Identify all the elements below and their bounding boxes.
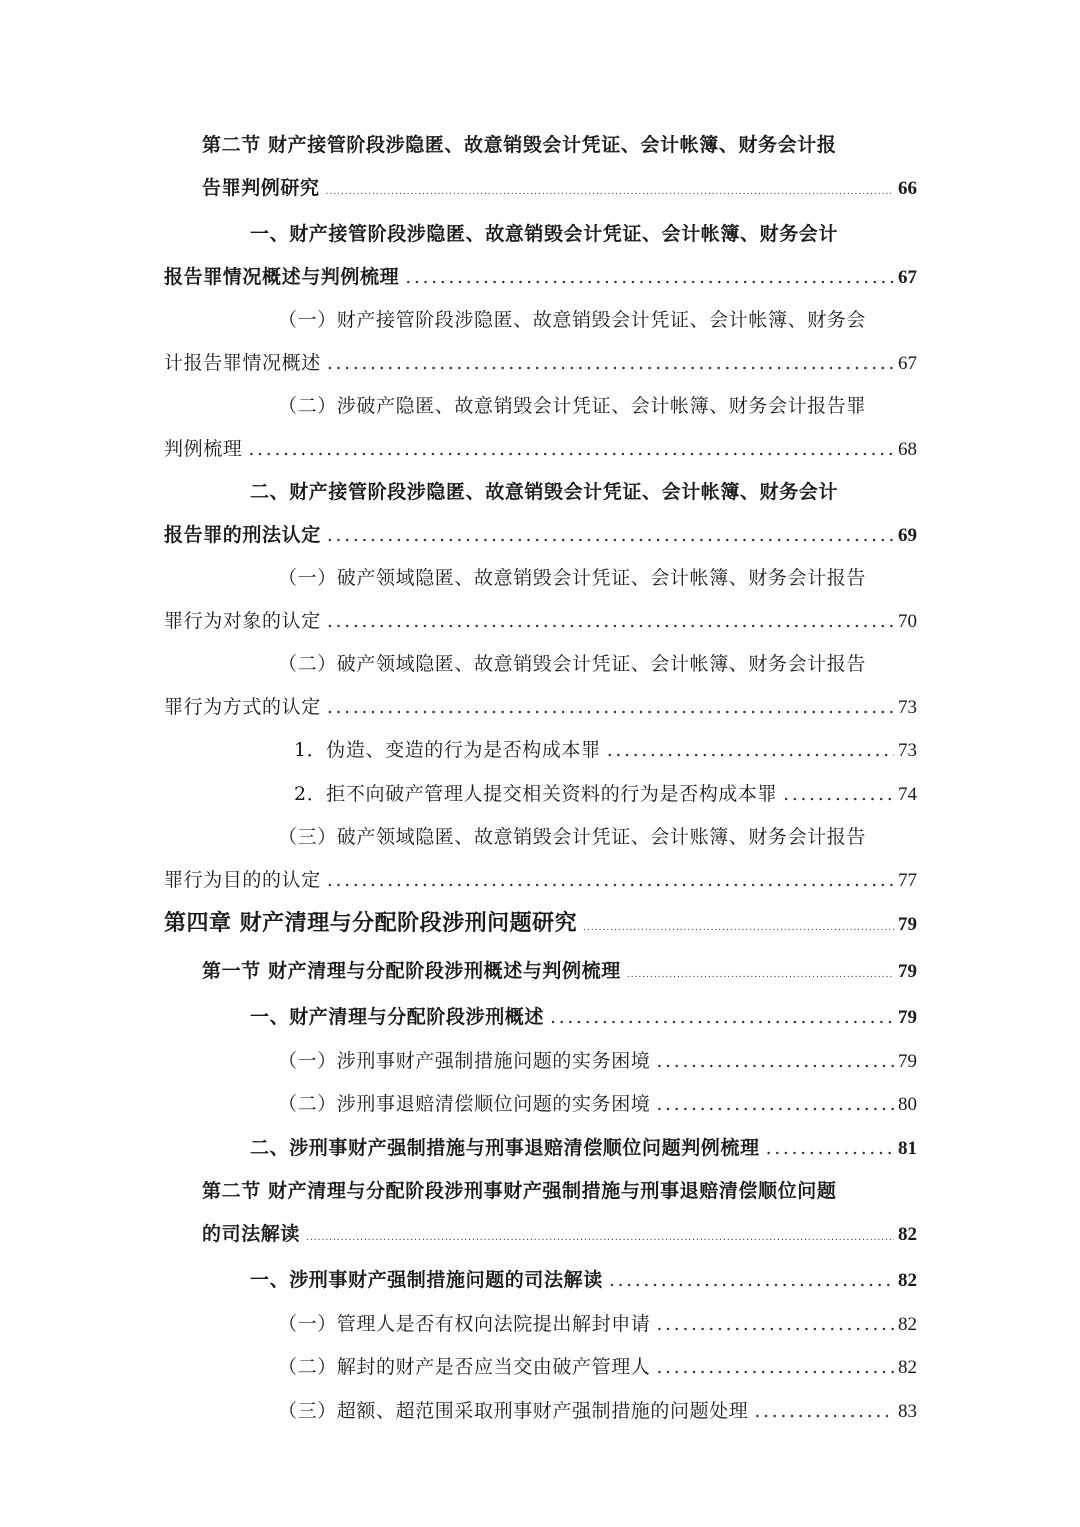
dot-leader (327, 342, 894, 385)
toc-entry-title: 一、涉刑事财产强制措施问题的司法解读 (250, 1269, 603, 1291)
toc-entry-title-line1: （二）破产领域隐匿、故意销毁会计凭证、会计帐簿、财务会计报告 (278, 653, 867, 675)
dot-leader (607, 729, 894, 772)
toc-entry[interactable] (164, 773, 917, 817)
toc-entry-line (164, 1390, 917, 1434)
toc-entry[interactable] (164, 471, 917, 557)
toc-entry[interactable] (164, 1170, 917, 1259)
toc-entry-title: （三）超额、超范围采取刑事财产强制措施的问题处理 (278, 1399, 749, 1422)
toc-entry[interactable] (164, 902, 917, 950)
toc-entry[interactable] (164, 1303, 917, 1347)
dot-leader (326, 171, 894, 214)
toc-entry[interactable] (164, 124, 917, 213)
page-number: 67 (898, 352, 917, 374)
toc-entry-line (164, 342, 917, 386)
dot-leader (656, 1040, 894, 1083)
toc-entry[interactable] (164, 1346, 917, 1390)
dot-leader (583, 907, 894, 950)
toc-entry[interactable] (164, 557, 917, 643)
page-number: 69 (898, 524, 917, 546)
page-number: 82 (898, 1223, 917, 1245)
toc-entry-title-line2: 罪行为对象的认定 (164, 609, 321, 632)
dot-leader (405, 256, 894, 299)
toc-entry-title: 第四章 财产清理与分配阶段涉刑问题研究 (164, 910, 578, 936)
dot-leader (656, 1083, 894, 1126)
dot-leader (327, 600, 894, 643)
toc-entry[interactable] (164, 299, 917, 385)
toc-entry-title-line2: 计报告罪情况概述 (164, 351, 321, 374)
dot-leader (754, 1390, 894, 1433)
toc-entry-title: 一、财产清理与分配阶段涉刑概述 (250, 1006, 545, 1028)
toc-entry-title-line1: 第二节 财产接管阶段涉隐匿、故意销毁会计凭证、会计帐簿、财务会计报 (202, 134, 837, 156)
toc-entry[interactable] (164, 213, 917, 299)
toc-entry-title-line2: 告罪判例研究 (202, 176, 320, 199)
page-number: 74 (898, 783, 917, 805)
toc-entry-line (164, 773, 917, 817)
toc-entry-line (164, 600, 917, 644)
toc-entry-line (164, 902, 917, 950)
page-number: 70 (898, 610, 917, 632)
toc-entry-title: （一）管理人是否有权向法院提出解封申请 (278, 1312, 651, 1335)
page-number: 81 (898, 1137, 917, 1159)
toc-entry-line (164, 1040, 917, 1084)
toc-entry[interactable] (164, 1127, 917, 1171)
toc-entry-line (164, 729, 917, 773)
toc-entry-title-line1: 第二节 财产清理与分配阶段涉刑事财产强制措施与刑事退赔清偿顺位问题 (202, 1180, 837, 1202)
toc-entry-title: （二）涉刑事退赔清偿顺位问题的实务困境 (278, 1093, 651, 1115)
dot-leader (306, 1217, 894, 1260)
toc-entry-title-line2: 报告罪情况概述与判例梳理 (164, 265, 400, 288)
toc-entry-title: 2．拒不向破产管理人提交相关资料的行为是否构成本罪 (294, 782, 778, 805)
page-number: 82 (898, 1270, 917, 1291)
dot-leader (609, 1259, 894, 1302)
dot-leader (550, 996, 894, 1039)
toc-entry-title-line2: 的司法解读 (202, 1222, 301, 1245)
page-number: 79 (898, 1050, 917, 1072)
toc-entry-line (164, 1213, 917, 1260)
dot-leader (656, 1303, 894, 1346)
page-number: 77 (898, 869, 917, 891)
toc-entry-line (164, 686, 917, 730)
dot-leader (327, 686, 894, 729)
toc-entry[interactable] (164, 385, 917, 471)
toc-entry-line (164, 514, 917, 558)
dot-leader (766, 1127, 894, 1170)
toc-entry-title: 1．伪造、变造的行为是否构成本罪 (294, 739, 601, 761)
toc-entry-title-line1: 二、财产接管阶段涉隐匿、故意销毁会计凭证、会计帐簿、财务会计 (250, 481, 839, 503)
page-number: 79 (898, 960, 917, 982)
dot-leader (627, 954, 894, 997)
toc-entry[interactable] (164, 1390, 917, 1434)
toc-entry[interactable] (164, 643, 917, 729)
toc-entry-line (164, 428, 917, 472)
toc-entry-line (164, 996, 917, 1040)
toc-entry-title-line1: （一）财产接管阶段涉隐匿、故意销毁会计凭证、会计帐簿、财务会 (278, 309, 867, 331)
toc-entry-title-line2: 罪行为目的的认定 (164, 868, 321, 891)
toc-entry-title-line2: 报告罪的刑法认定 (164, 523, 321, 546)
toc-entry-title-line1: （一）破产领域隐匿、故意销毁会计凭证、会计帐簿、财务会计报告 (278, 567, 867, 589)
toc-entry-line (164, 1259, 917, 1303)
page-number: 80 (898, 1094, 917, 1115)
dot-leader (248, 428, 894, 471)
toc-entry-line (164, 167, 917, 214)
toc-entry[interactable] (164, 950, 917, 997)
page-number: 79 (898, 1007, 917, 1028)
toc-entry[interactable] (164, 1040, 917, 1084)
page-number: 79 (898, 914, 917, 935)
toc-entry-title: （一）涉刑事财产强制措施问题的实务困境 (278, 1049, 651, 1072)
toc-entry-line (164, 859, 917, 903)
toc-entry-line (164, 1127, 917, 1171)
toc-entry-title-line1: 一、财产接管阶段涉隐匿、故意销毁会计凭证、会计帐簿、财务会计 (250, 223, 839, 245)
toc-entry-title-line1: （三）破产领域隐匿、故意销毁会计凭证、会计账簿、财务会计报告 (278, 826, 867, 848)
toc-entry-title-line2: 判例梳理 (164, 437, 243, 460)
dot-leader (656, 1346, 894, 1389)
dot-leader (327, 514, 894, 557)
toc-entry-title-line2: 罪行为方式的认定 (164, 695, 321, 718)
page-number: 82 (898, 1357, 917, 1378)
toc-entry-line (164, 1346, 917, 1390)
toc-entry-title: 第一节 财产清理与分配阶段涉刑概述与判例梳理 (202, 959, 621, 982)
page-number: 83 (898, 1400, 917, 1422)
toc-entry-line (164, 256, 917, 300)
toc-entry[interactable] (164, 1083, 917, 1127)
toc-entry-line (164, 1083, 917, 1127)
toc-entry[interactable] (164, 729, 917, 773)
toc-entry-title-line1: （二）涉破产隐匿、故意销毁会计凭证、会计帐簿、财务会计报告罪 (278, 395, 867, 417)
toc-entry-line (164, 1303, 917, 1347)
toc-entry[interactable] (164, 816, 917, 902)
page-number: 73 (898, 740, 917, 761)
page-number: 66 (898, 177, 917, 199)
dot-leader (327, 859, 894, 902)
toc-entry[interactable] (164, 1259, 917, 1303)
toc-entry[interactable] (164, 996, 917, 1040)
page-number: 73 (898, 696, 917, 718)
page-number: 82 (898, 1313, 917, 1335)
page-number: 67 (898, 266, 917, 288)
toc-entry-title: 二、涉刑事财产强制措施与刑事退赔清偿顺位问题判例梳理 (250, 1136, 760, 1159)
toc-entry-line (164, 950, 917, 997)
page-number: 68 (898, 438, 917, 460)
dot-leader (783, 773, 894, 816)
toc-entry-title: （二）解封的财产是否应当交由破产管理人 (278, 1356, 651, 1378)
table-of-contents (0, 124, 1080, 1433)
